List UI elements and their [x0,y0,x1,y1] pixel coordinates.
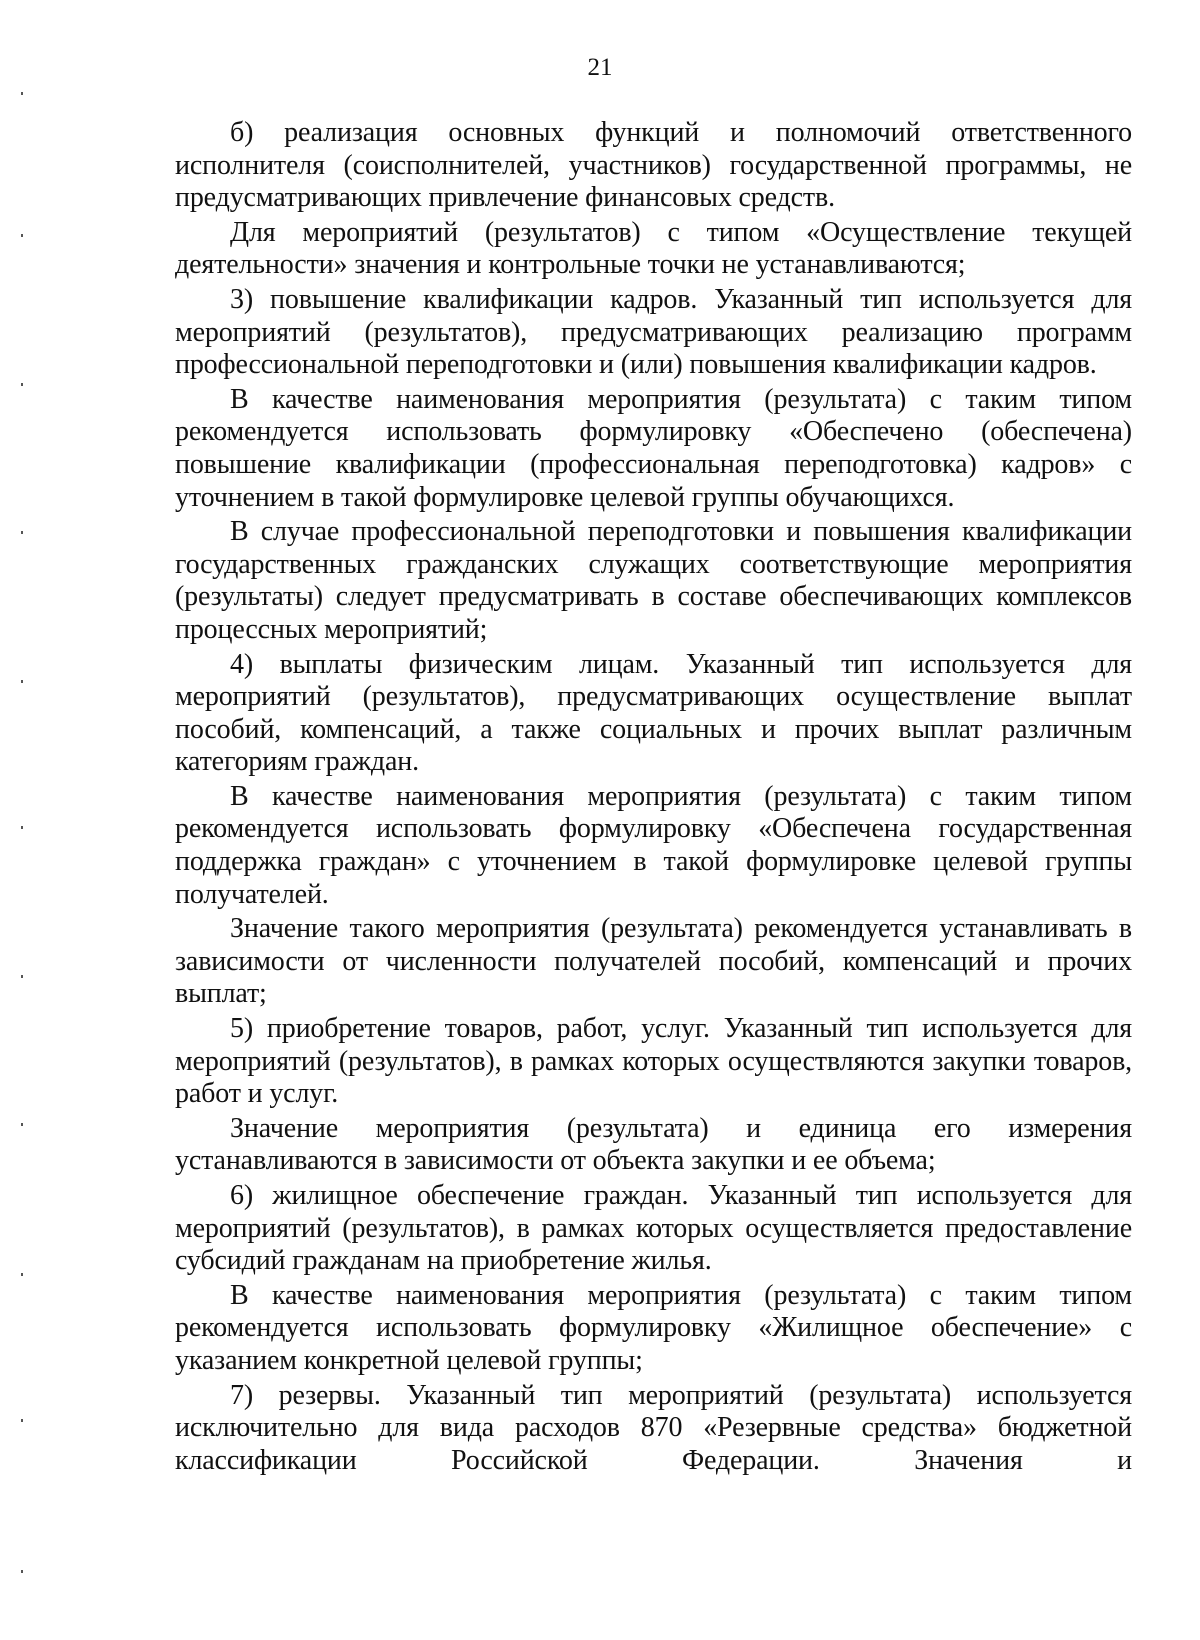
paragraph: 4) выплаты физическим лицам. Указанный тип используется для мероприятий (результатов), предусматривающих осуществление выплат пособий, компенсаций, а также социальных и прочих выплат различным категориям граждан. [175,648,1132,778]
paragraph: В случае профессиональной переподготовки и повышения квалификации государственных гражданских служащих соответствующие мероприятия (результаты) следует предусматривать в составе обеспечивающих комплексов процессных мероприятий; [175,516,1132,645]
scan-margin-mark [21,680,23,683]
paragraph: 3) повышение квалификации кадров. Указанный тип используется для мероприятий (результатов), предусматривающих реализацию программ профессиональной переподготовки и (или) повышения квалификации кадров. [175,283,1132,381]
paragraph: В качестве наименования мероприятия (результата) с таким типом рекомендуется использовать формулировку «Обеспечена государственная поддержка граждан» с уточнением в такой формулировке целевой группы получателей. [175,780,1132,910]
paragraph: В качестве наименования мероприятия (результата) с таким типом рекомендуется использовать формулировку «Обеспечено (обеспечена) повышение квалификации (профессиональная переподготовка) кадров» с уточнением в такой формулировке целевой группы обучающихся. [175,383,1132,513]
paragraph: 6) жилищное обеспечение граждан. Указанный тип используется для мероприятий (результатов), в рамках которых осуществляется предоставление субсидий гражданам на приобретение жилья. [175,1180,1132,1277]
scan-margin-mark [21,234,23,237]
scan-margin-mark [21,975,23,978]
paragraph: Для мероприятий (результатов) с типом «Осуществление текущей деятельности» значения и контрольные точки не устанавливаются; [175,216,1132,281]
paragraph: Значение мероприятия (результата) и единица его измерения устанавливаются в зависимости от объекта закупки и ее объема; [175,1112,1132,1177]
paragraph: 5) приобретение товаров, работ, услуг. Указанный тип используется для мероприятий (результатов), в рамках которых осуществляются закупки товаров, работ и услуг. [175,1013,1132,1110]
scan-margin-mark [21,1570,23,1573]
scan-margin-mark [21,1123,23,1126]
document-body [175,117,1132,1479]
paragraph: б) реализация основных функций и полномочий ответственного исполнителя (соисполнителей, участников) государственной программы, не предусматривающих привлечение финансовых средств. [175,117,1132,214]
scan-margin-mark [21,383,23,386]
paragraph-continued: 7) резервы. Указанный тип мероприятий (результата) используется исключительно для вида расходов 870 «Резервные средства» бюджетной классификации Российской Федерации. Значения и [175,1379,1132,1476]
scan-margin-mark [21,92,23,95]
scan-margin-mark [21,1419,23,1422]
scan-margin-mark [21,1273,23,1276]
scan-margin-mark [21,531,23,534]
scan-margin-mark [21,826,23,829]
paragraph: Значение такого мероприятия (результата) рекомендуется устанавливать в зависимости от численности получателей пособий, компенсаций и прочих выплат; [175,913,1132,1010]
paragraph: В качестве наименования мероприятия (результата) с таким типом рекомендуется использовать формулировку «Жилищное обеспечение» с указанием конкретной целевой группы; [175,1279,1132,1376]
page-number: 21 [587,54,613,81]
